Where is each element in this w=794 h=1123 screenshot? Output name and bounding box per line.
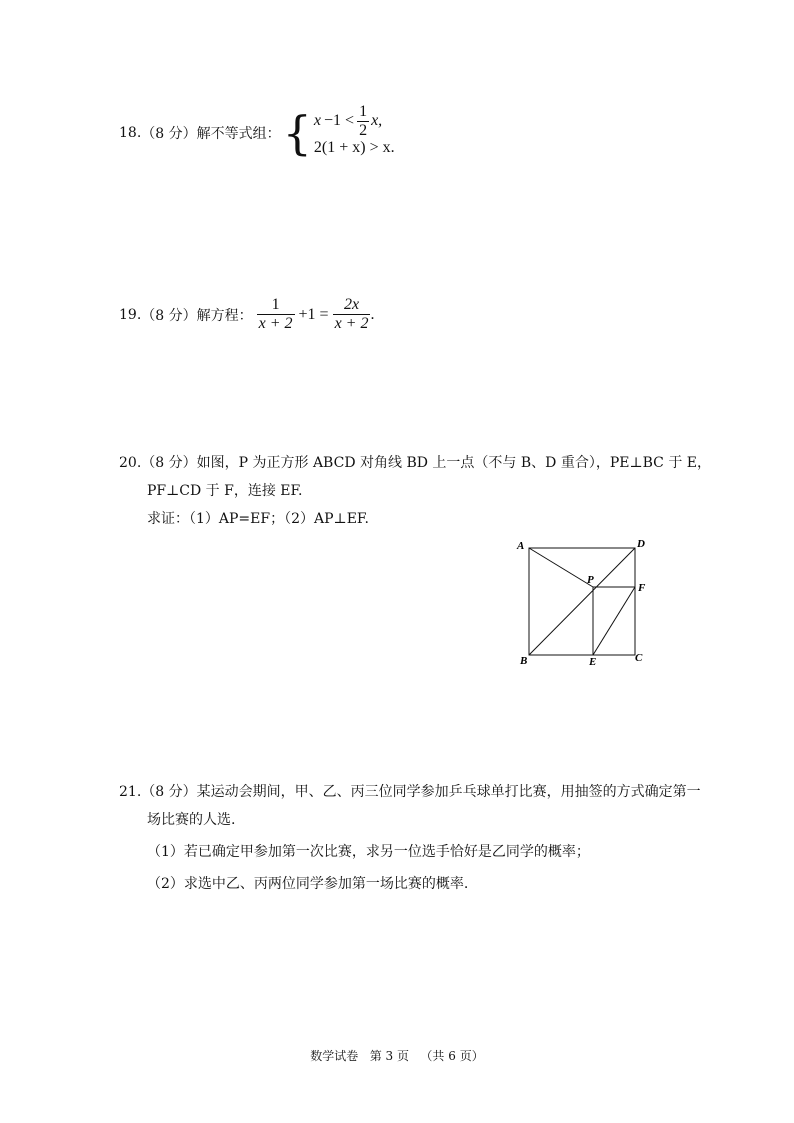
question-18-prompt: 解不等式组： (196, 126, 281, 142)
label-b: B (520, 655, 528, 667)
question-20-number: 20. (119, 455, 142, 471)
question-19-prompt: 解方程： (196, 307, 253, 324)
inequality-1-fraction (357, 103, 369, 140)
footer-text: 数学试卷 第 3 页 （共 6 页） (310, 1049, 484, 1063)
label-f: F (638, 582, 646, 594)
equation-end: . (370, 305, 375, 323)
question-19-score: （8 分） (141, 307, 197, 324)
question-18-score: （8 分） (141, 126, 197, 142)
question-20-line-3: 求证：（1）AP=EF；（2）AP⊥EF. (147, 511, 369, 527)
segment-ef (593, 587, 635, 655)
equation (257, 296, 375, 333)
label-c: C (635, 652, 643, 664)
question-18 (119, 102, 395, 160)
square-figure (505, 530, 665, 670)
question-20 (119, 452, 711, 530)
question-20-score: （8 分） (141, 455, 197, 471)
question-21-part-2: （2）求选中乙、丙两位同学参加第一场比赛的概率. (147, 876, 469, 892)
inequality-2: 2(1 + x) > x. (313, 139, 395, 156)
fraction-numerator: 2x (343, 296, 360, 313)
fraction-numerator: 1 (359, 102, 368, 120)
inequality-1-var: x (313, 112, 322, 129)
fraction-denominator: 2 (359, 121, 368, 139)
inequality-1-op: −1 < (324, 112, 355, 129)
question-21-part-1: （1）若已确定甲参加第一次比赛，求另一位选手恰好是乙同学的概率； (147, 844, 590, 860)
system-brace: { (282, 106, 312, 160)
question-21 (119, 781, 701, 895)
inequality-1-end: x, (371, 112, 383, 129)
equation-fraction-left (257, 296, 295, 333)
question-21-score: （8 分） (141, 784, 197, 800)
label-e: E (589, 656, 597, 668)
question-19 (119, 296, 374, 333)
question-18-number: 18. (119, 125, 142, 141)
page-footer (0, 1047, 794, 1064)
question-21-line-1: 某运动会期间，甲、乙、丙三位同学参加乒乓球单打比赛，用抽签的方式确定第一 (196, 784, 701, 800)
equation-fraction-right (333, 296, 371, 333)
question-21-line-2: 场比赛的人选. (147, 812, 236, 828)
inequality-system (313, 102, 395, 160)
question-21-number: 21. (119, 784, 142, 800)
fraction-denominator: x + 2 (258, 315, 293, 332)
question-20-line-2: PF⊥CD 于 F，连接 EF. (147, 483, 303, 499)
label-d: D (637, 538, 645, 550)
label-p: P (587, 574, 594, 586)
label-a: A (517, 540, 525, 552)
diagonal-bd (529, 548, 635, 655)
fraction-numerator: 1 (271, 296, 280, 313)
segment-ap (529, 548, 593, 587)
question-20-line-1: 如图，P 为正方形 ABCD 对角线 BD 上一点（不与 B、D 重合），PE⊥BC 于 E， (196, 455, 712, 471)
question-19-number: 19. (119, 306, 142, 323)
equation-middle: +1 = (298, 305, 329, 323)
fraction-denominator: x + 2 (334, 315, 369, 332)
